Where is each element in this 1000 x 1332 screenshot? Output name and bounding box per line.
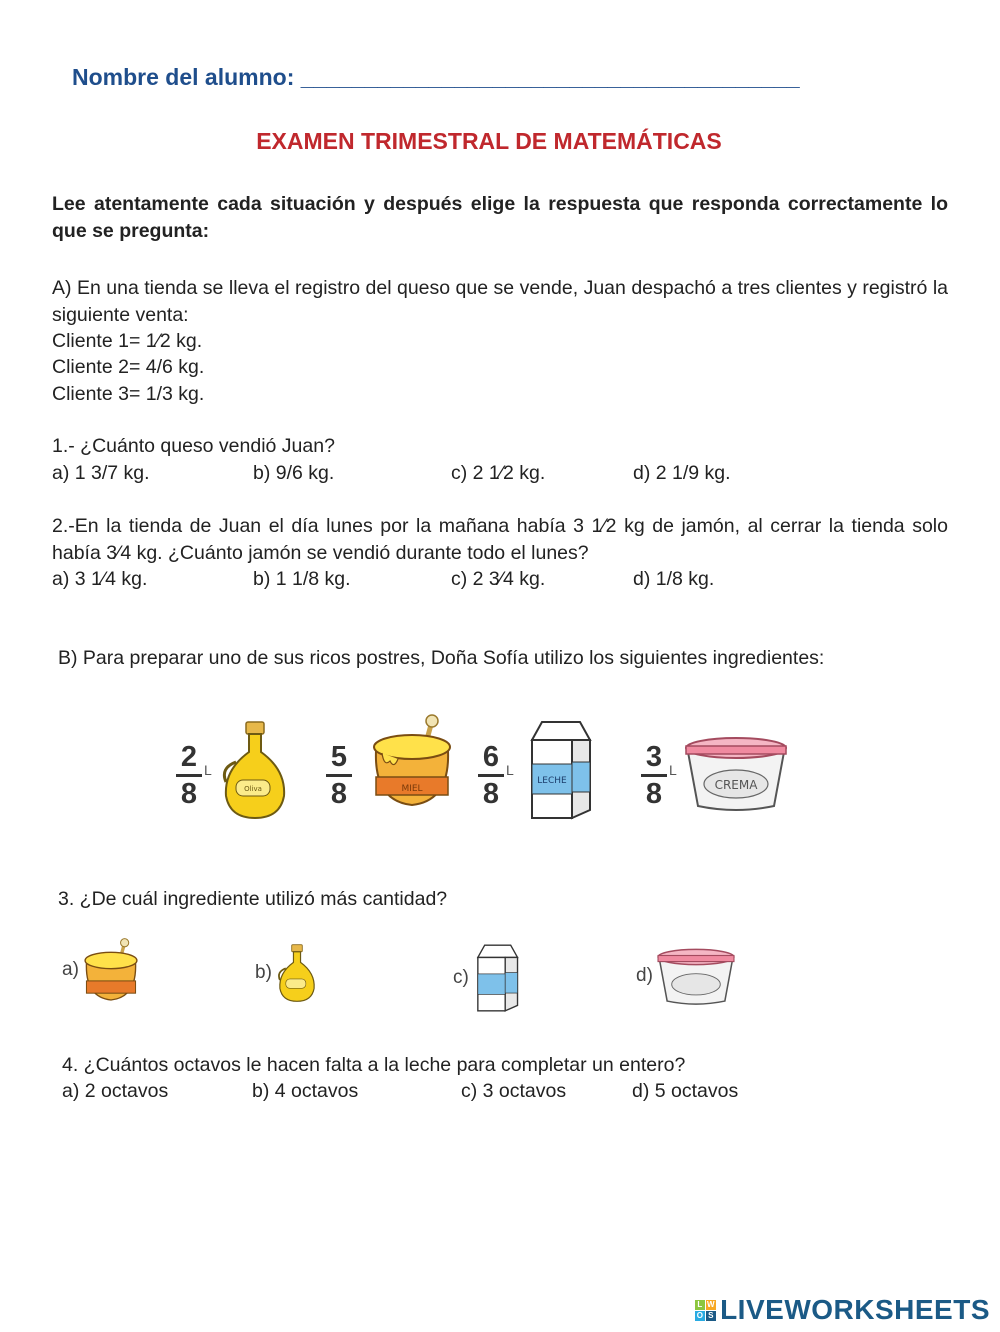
liveworksheets-logo[interactable] — [695, 1294, 990, 1326]
fraction-numerator: 2 — [180, 741, 198, 773]
q1-option-a[interactable]: a) 1 3/7 kg. — [52, 462, 150, 484]
client-2: Cliente 2= 4/6 kg. — [52, 356, 205, 378]
unit-liters: L — [204, 762, 212, 778]
fraction-bar — [176, 774, 202, 777]
client-3: Cliente 3= 1/3 kg. — [52, 383, 205, 405]
q3-option-a[interactable] — [62, 934, 141, 1006]
oil-tag: Oliva — [244, 785, 262, 793]
question-4: 4. ¿Cuántos octavos le hacen falta a la leche para completar un entero? — [62, 1054, 686, 1076]
question-3: 3. ¿De cuál ingrediente utilizó más cantidad? — [58, 888, 448, 910]
unit-liters: L — [669, 762, 677, 778]
option-label: c) — [453, 967, 469, 988]
q3-option-c[interactable] — [453, 938, 523, 1018]
q4-option-a[interactable]: a) 2 octavos — [62, 1080, 169, 1102]
cream-tag: CREMA — [714, 778, 758, 792]
fraction-denominator: 8 — [645, 778, 663, 810]
option-label: d) — [636, 965, 653, 986]
fraction-numerator: 3 — [645, 741, 663, 773]
logo-square: W — [707, 1299, 716, 1309]
fraction-denominator: 8 — [482, 778, 500, 810]
q2-option-a[interactable]: a) 3 1⁄4 kg. — [52, 568, 148, 590]
ingredient-milk-fraction — [478, 742, 504, 809]
ingredient-cream-fraction — [641, 742, 667, 809]
q2-option-b[interactable]: b) 1 1/8 kg. — [253, 568, 351, 590]
page-title: EXAMEN TRIMESTRAL DE MATEMÁTICAS — [256, 128, 722, 154]
client-1: Cliente 1= 1⁄2 kg. — [52, 330, 203, 352]
ingredient-oil-fraction — [176, 742, 202, 809]
option-label: b) — [255, 962, 272, 983]
q3-option-b[interactable] — [255, 934, 320, 1012]
student-name-blank[interactable]: _______________________________________ — [300, 64, 800, 90]
q3-option-d[interactable] — [636, 946, 737, 1006]
ingredient-honey-fraction — [326, 742, 352, 809]
q4-option-d[interactable]: d) 5 octavos — [632, 1080, 739, 1102]
logo-square: L — [695, 1300, 705, 1310]
q1-option-c[interactable]: c) 2 1⁄2 kg. — [451, 462, 546, 484]
unit-liters: L — [506, 762, 514, 778]
logo-text: LIVEWORKSHEETS — [720, 1294, 990, 1325]
student-name-line — [72, 64, 800, 91]
fraction-numerator: 6 — [482, 741, 500, 773]
honey-pot-icon — [368, 713, 456, 809]
fraction-bar — [641, 774, 667, 777]
q2-option-d[interactable]: d) 1/8 kg. — [633, 568, 715, 590]
honey-pot-icon — [81, 934, 141, 1006]
milk-tag: LECHE — [537, 776, 567, 786]
milk-carton-icon — [522, 718, 598, 822]
student-name-label: Nombre del alumno: — [72, 64, 295, 90]
logo-square: O — [696, 1310, 704, 1320]
section-b-intro: B) Para preparar uno de sus ricos postres, Doña Sofía utilizo los siguientes ingredientes: — [58, 647, 825, 669]
q1-option-b[interactable]: b) 9/6 kg. — [253, 462, 335, 484]
milk-carton-icon — [471, 938, 523, 1018]
oil-bottle-icon — [216, 718, 294, 822]
section-a-intro: A) En una tienda se lleva el registro del queso que se vende, Juan despachó a tres clientes y registró la siguiente venta: — [52, 277, 948, 326]
instructions: Lee atentamente cada situación y después elige la respuesta que responda correctamente lo que se pregunta: — [52, 193, 948, 242]
q1-option-d[interactable]: d) 2 1/9 kg. — [633, 462, 731, 484]
cream-container-icon — [655, 946, 737, 1006]
q4-option-b[interactable]: b) 4 octavos — [252, 1080, 359, 1102]
fraction-bar — [478, 774, 504, 777]
fraction-denominator: 8 — [180, 778, 198, 810]
logo-square: S — [706, 1311, 716, 1321]
cream-container-icon — [682, 734, 790, 812]
q2-option-c[interactable]: c) 2 3⁄4 kg. — [451, 568, 546, 590]
question-2: 2.-En la tienda de Juan el día lunes por la mañana había 3 1⁄2 kg de jamón, al cerrar la tienda solo había 3⁄4 kg. ¿Cuánto jamón se vendió durante todo el lunes? — [52, 515, 948, 564]
q4-option-c[interactable]: c) 3 octavos — [461, 1080, 567, 1102]
logo-icon — [695, 1300, 716, 1321]
fraction-numerator: 5 — [330, 741, 348, 773]
question-1: 1.- ¿Cuánto queso vendió Juan? — [52, 435, 335, 457]
honey-tag: MIEL — [401, 784, 423, 794]
fraction-denominator: 8 — [330, 778, 348, 810]
option-label: a) — [62, 959, 79, 980]
oil-bottle-icon — [274, 934, 320, 1012]
fraction-bar — [326, 774, 352, 777]
